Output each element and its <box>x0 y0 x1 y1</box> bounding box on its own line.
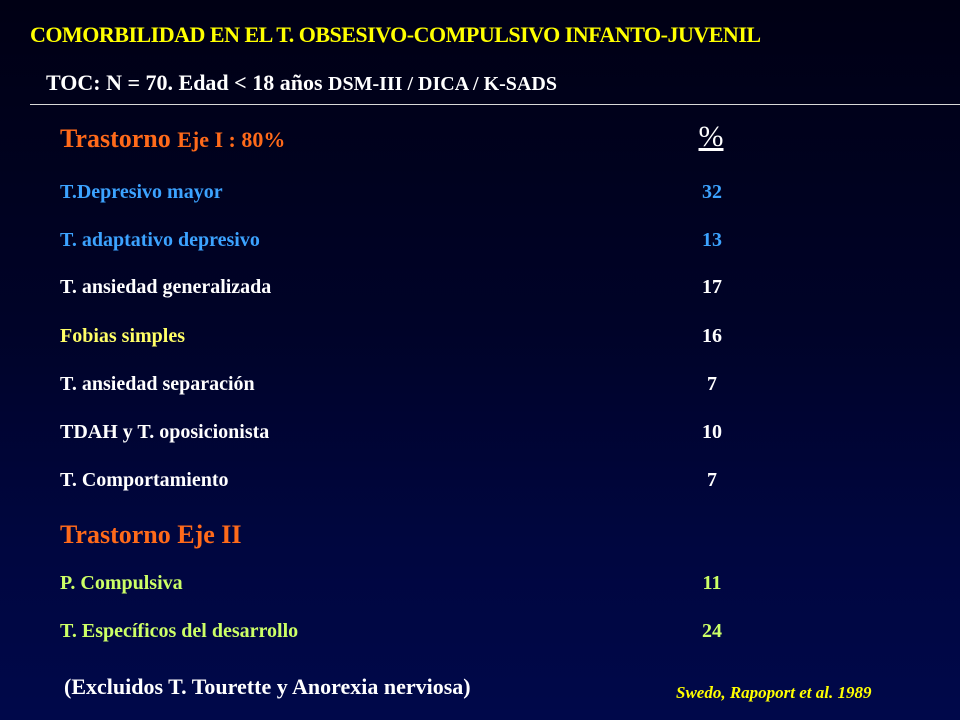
row-value-ansiedad-generalizada: 17 <box>702 276 722 298</box>
exclusion-note: (Excluidos T. Tourette y Anorexia nerviosa) <box>64 674 471 699</box>
row-label-ansiedad-generalizada: T. ansiedad generalizada <box>60 276 272 298</box>
axis1-heading <box>60 124 285 154</box>
row-value-especificos-desarrollo: 24 <box>702 620 722 642</box>
row-label-comportamiento: T. Comportamiento <box>60 469 229 491</box>
axis1-heading-detail: Eje I : 80% <box>177 127 286 152</box>
header-divider <box>30 104 960 105</box>
sample-description: TOC: N = 70. Edad < 18 años <box>46 70 323 95</box>
row-label-adaptativo-depresivo: T. adaptativo depresivo <box>60 229 260 251</box>
row-label-tdah-oposicionista: TDAH y T. oposicionista <box>60 421 270 443</box>
percent-column-header: % <box>698 120 724 153</box>
row-label-p-compulsiva: P. Compulsiva <box>60 572 183 594</box>
slide-subtitle <box>46 70 557 96</box>
row-label-especificos-desarrollo: T. Específicos del desarrollo <box>60 620 299 642</box>
slide-title: COMORBILIDAD EN EL T. OBSESIVO-COMPULSIVO INFANTO-JUVENIL <box>30 22 761 47</box>
axis1-heading-main: Trastorno <box>60 124 171 153</box>
row-label-ansiedad-separacion: T. ansiedad separación <box>60 373 255 395</box>
citation: Swedo, Rapoport et al. 1989 <box>676 683 872 702</box>
row-value-adaptativo-depresivo: 13 <box>702 229 722 251</box>
row-value-fobias-simples: 16 <box>702 325 722 347</box>
row-value-comportamiento: 7 <box>707 469 717 491</box>
row-value-depresivo-mayor: 32 <box>702 181 722 203</box>
row-value-ansiedad-separacion: 7 <box>707 373 717 395</box>
row-label-fobias-simples: Fobias simples <box>60 325 186 347</box>
row-label-depresivo-mayor: T.Depresivo mayor <box>60 181 223 203</box>
instruments: DSM-III / DICA / K-SADS <box>328 73 557 95</box>
row-value-p-compulsiva: 11 <box>702 572 722 594</box>
row-value-tdah-oposicionista: 10 <box>702 421 722 443</box>
axis2-heading: Trastorno Eje II <box>60 520 242 549</box>
